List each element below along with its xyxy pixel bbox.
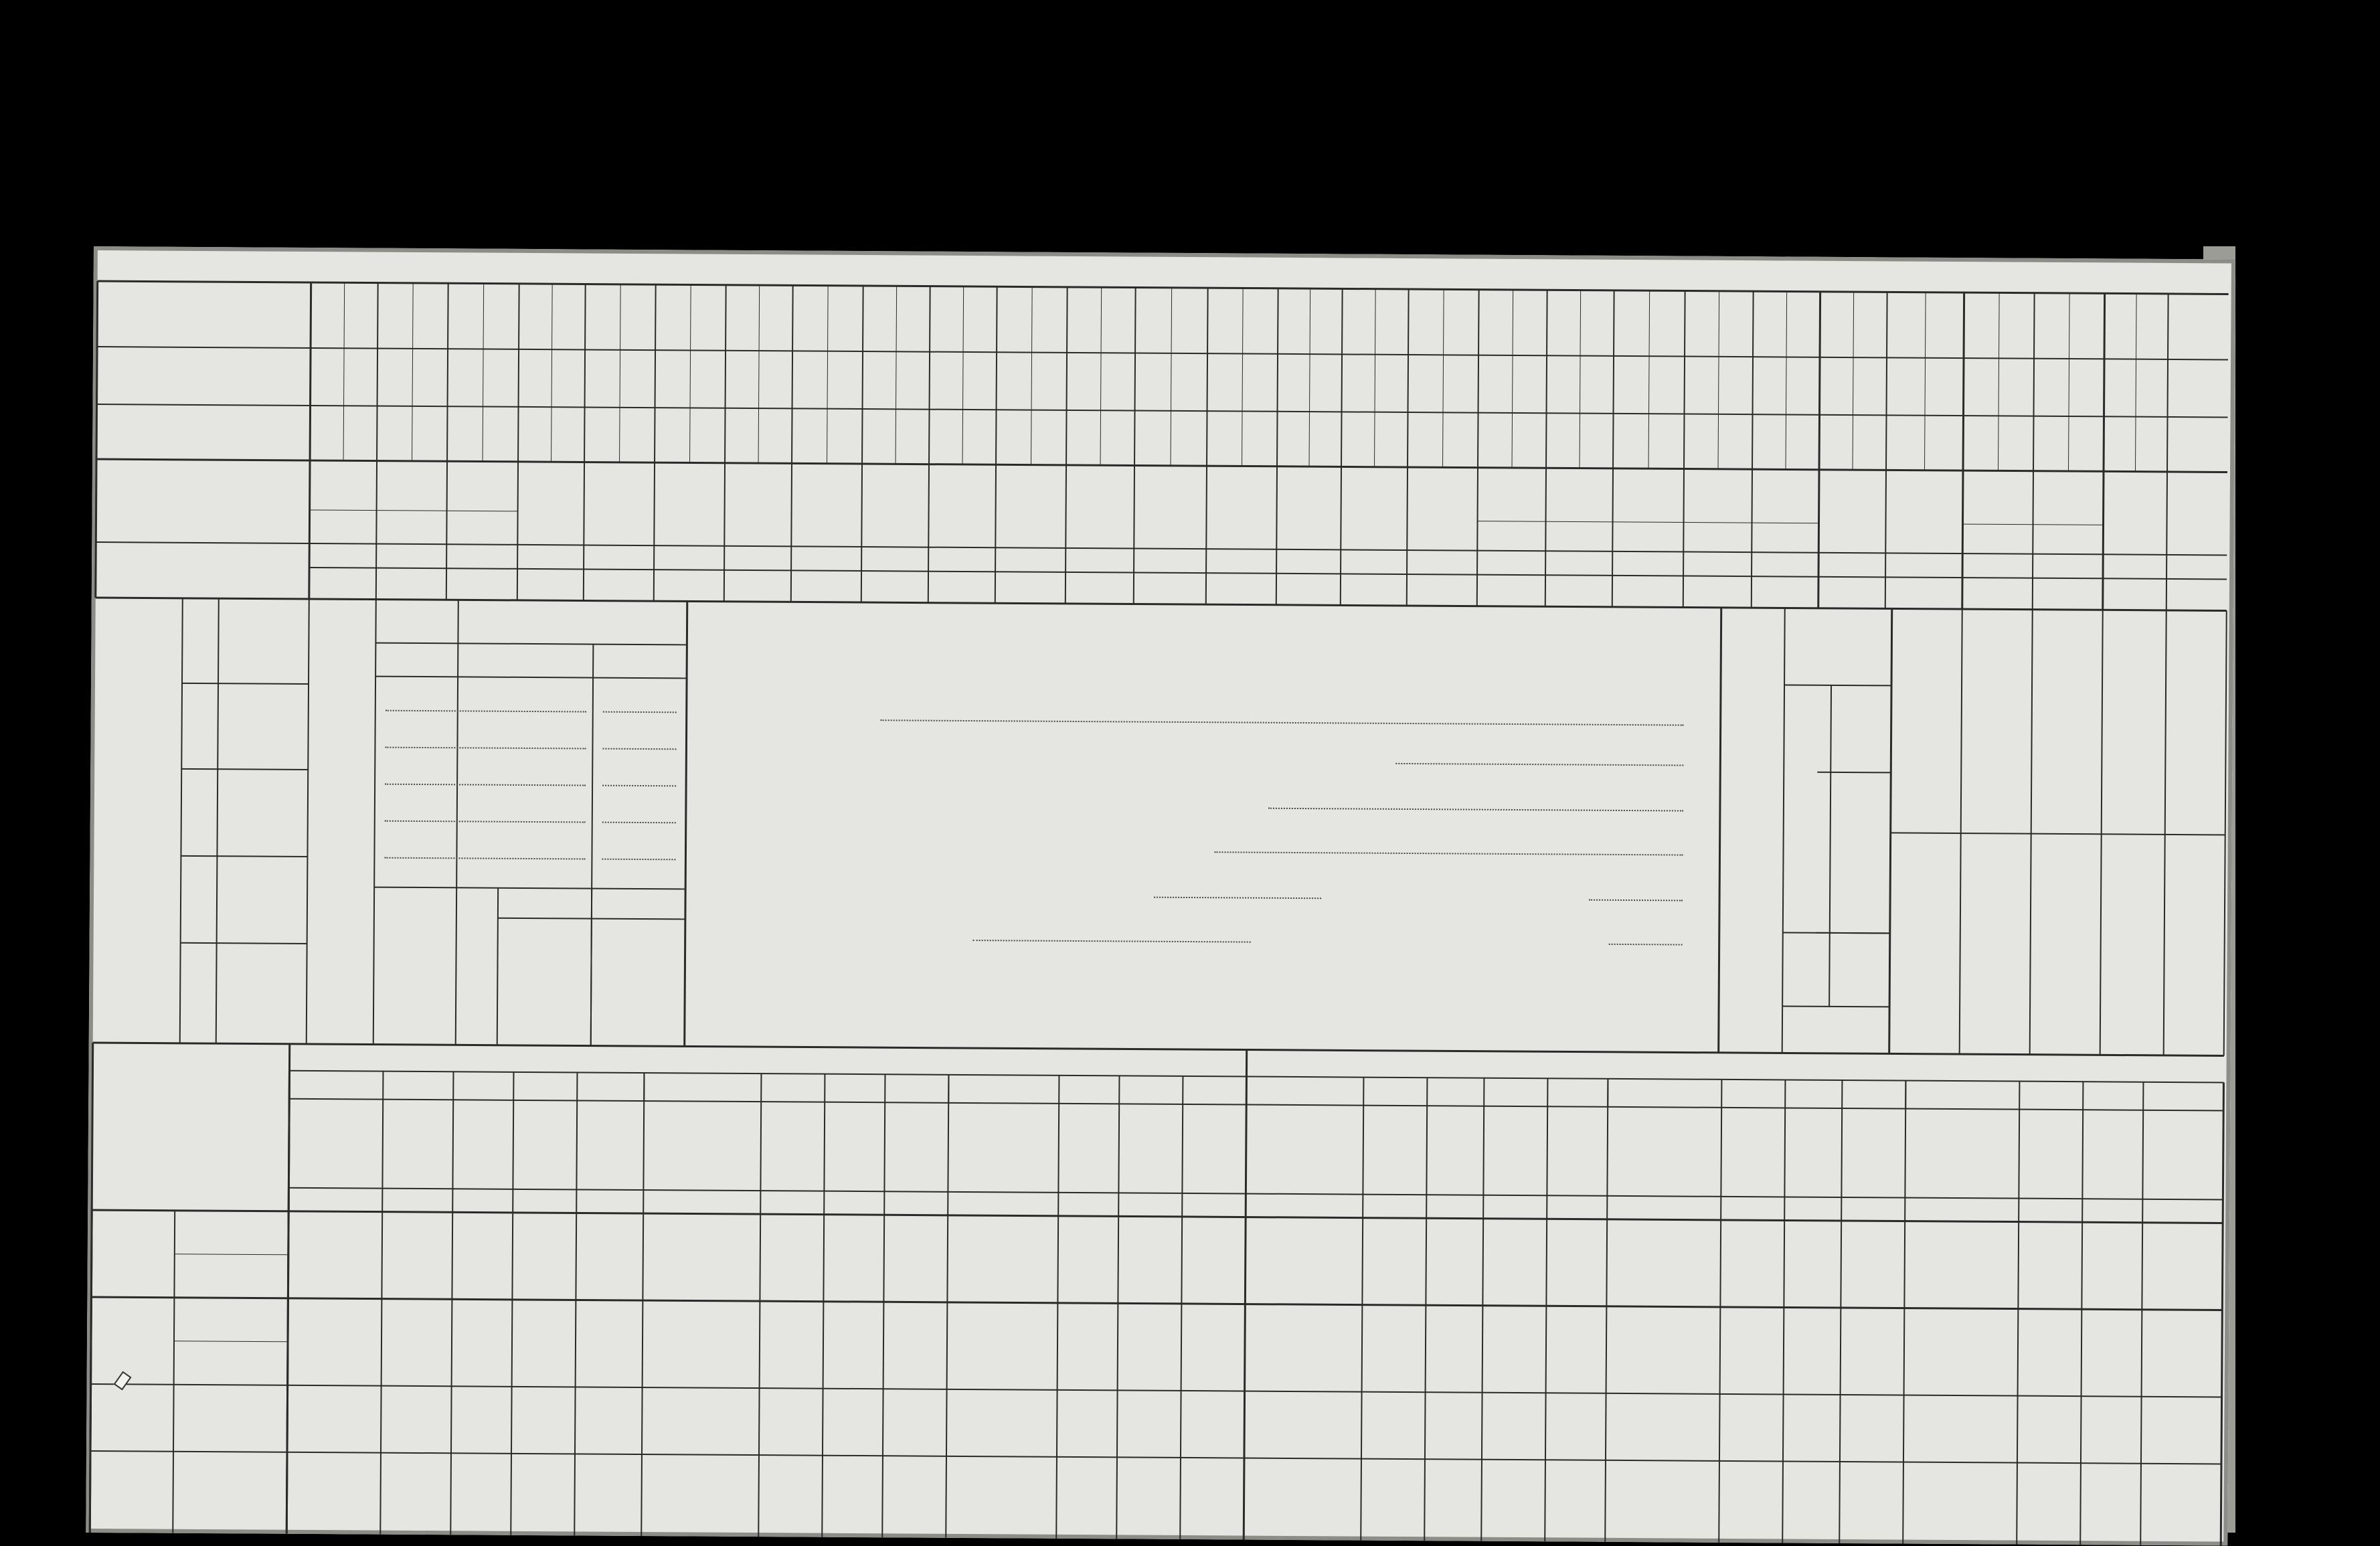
staff-col-label-2 [2126,848,2127,1035]
crop-header [1915,475,1916,550]
lease-col-header [1386,1111,1387,1190]
staff-col-label [1916,619,1918,820]
population-title [1735,631,1738,1039]
lease-col-header [1744,1113,1745,1192]
row-private [187,1311,281,1312]
lease-col-number [2142,1204,2223,1205]
crop-header [885,468,886,543]
column-number [1407,581,1477,582]
column-number [654,576,724,577]
column-number [1962,584,2033,585]
crop-header [1021,469,1022,544]
lease-col-header [1205,1110,1240,1189]
left-col-label [250,785,251,859]
lease-col-header [474,1106,475,1185]
lease-col-number [760,1195,824,1196]
trade-dot-line [385,784,586,786]
staff-col-label-2 [2055,847,2057,1035]
crop-header [748,468,749,543]
lease-col-number [1058,1197,1118,1198]
crop-header [817,468,818,543]
trade-dot-line [602,822,676,824]
lease-col-number [1721,1201,1784,1202]
lease-col-number [1784,1201,1841,1202]
lease-col-number [1547,1200,1607,1201]
lease-col-header [845,1108,846,1187]
lease-col-header [1804,1114,1805,1193]
staff-col-label [1986,619,1988,820]
lease-col-header [1568,1112,1602,1191]
column-number [1752,583,1818,584]
crop-header [1569,473,1570,547]
trade-dot-line [386,710,586,713]
staff-col-label [2127,620,2128,821]
crop-header [1090,470,1091,545]
lease-col-number [2019,1203,2082,1204]
row-own-society [188,1221,282,1222]
lease-col-number [1426,1199,1483,1200]
workers-question [317,609,366,1024]
lease-col-header [536,1106,537,1185]
column-number [446,575,517,576]
column-number [309,574,376,575]
crop-header [333,465,334,540]
crop-header [384,469,440,470]
trade-dot-line [385,747,586,750]
trade-dot-line [602,748,676,750]
crop-header [952,469,953,544]
crop-header [1299,471,1300,546]
left-col-label [250,873,251,947]
trade-dot-line [602,859,675,861]
crop-header [541,466,542,541]
trade-dot-line [603,711,677,713]
side-allotment [114,1217,155,1294]
lease-col-header [409,1105,410,1184]
crop-header [1232,470,1233,545]
answer-line [1268,808,1683,812]
answer-line [1214,851,1683,855]
answer-line [1395,763,1683,766]
staff-col-label [2057,620,2058,821]
crop-header [454,469,511,470]
answer-line [881,719,1684,725]
column-number [928,578,995,579]
lease-col-number [382,1193,452,1194]
lease-col-header [908,1108,942,1187]
crop-header [1433,472,1434,547]
row-other-society [188,1264,282,1265]
answer-line [973,940,1251,943]
lease-col-number [1363,1199,1426,1200]
trade-dot-line [384,857,585,860]
column-number [791,577,861,578]
column-number [1066,579,1134,580]
lease-col-header [1865,1114,1899,1193]
pop-vtom [1838,866,1879,926]
lease-col-number [1841,1202,1905,1203]
pop-itogo [1839,692,1879,766]
staff-col-label [2191,620,2192,821]
trade-dot-line [385,821,586,823]
lease-col-number [1118,1197,1182,1198]
crop-header [1502,473,1503,547]
crop-header [1988,475,1989,550]
trade-dot-line [602,785,676,787]
side-non-allotment [114,1304,155,1381]
lease-col-number [1483,1200,1547,1201]
answer-line [1589,899,1683,901]
column-number [1683,583,1752,584]
lease-col-number [452,1193,513,1194]
column-number [1612,582,1683,583]
lease-col-number [1182,1198,1246,1199]
lease-col-header [2174,1116,2208,1195]
answer-line [1609,944,1683,946]
row-leased [187,1445,280,1446]
staff-col-label-2 [2189,848,2191,1035]
column-number [2033,585,2103,586]
crop-header [1638,473,1639,548]
lease-col-number [824,1196,884,1197]
staff-col-label-2 [1915,847,1916,1034]
crop-header [680,467,681,542]
lease-col-header [1446,1111,1447,1190]
lease-col-number [513,1194,576,1195]
answer-line [1154,897,1321,899]
left-col-label [251,697,252,770]
column-number [995,578,1066,579]
column-number [1276,580,1341,581]
staff-col-label-2 [1985,847,1986,1034]
column-number [724,577,791,578]
census-card [86,246,2235,1546]
column-number [376,575,446,576]
crop-header [1708,474,1709,549]
lease-col-header [2042,1115,2043,1194]
column-number [1341,580,1407,581]
muzh-label [1793,839,1794,920]
lease-col-number [576,1194,643,1195]
column-number [2103,585,2166,586]
lease-col-number [884,1196,948,1197]
lease-col-header [601,1106,635,1185]
lease-col-number [2082,1203,2142,1204]
